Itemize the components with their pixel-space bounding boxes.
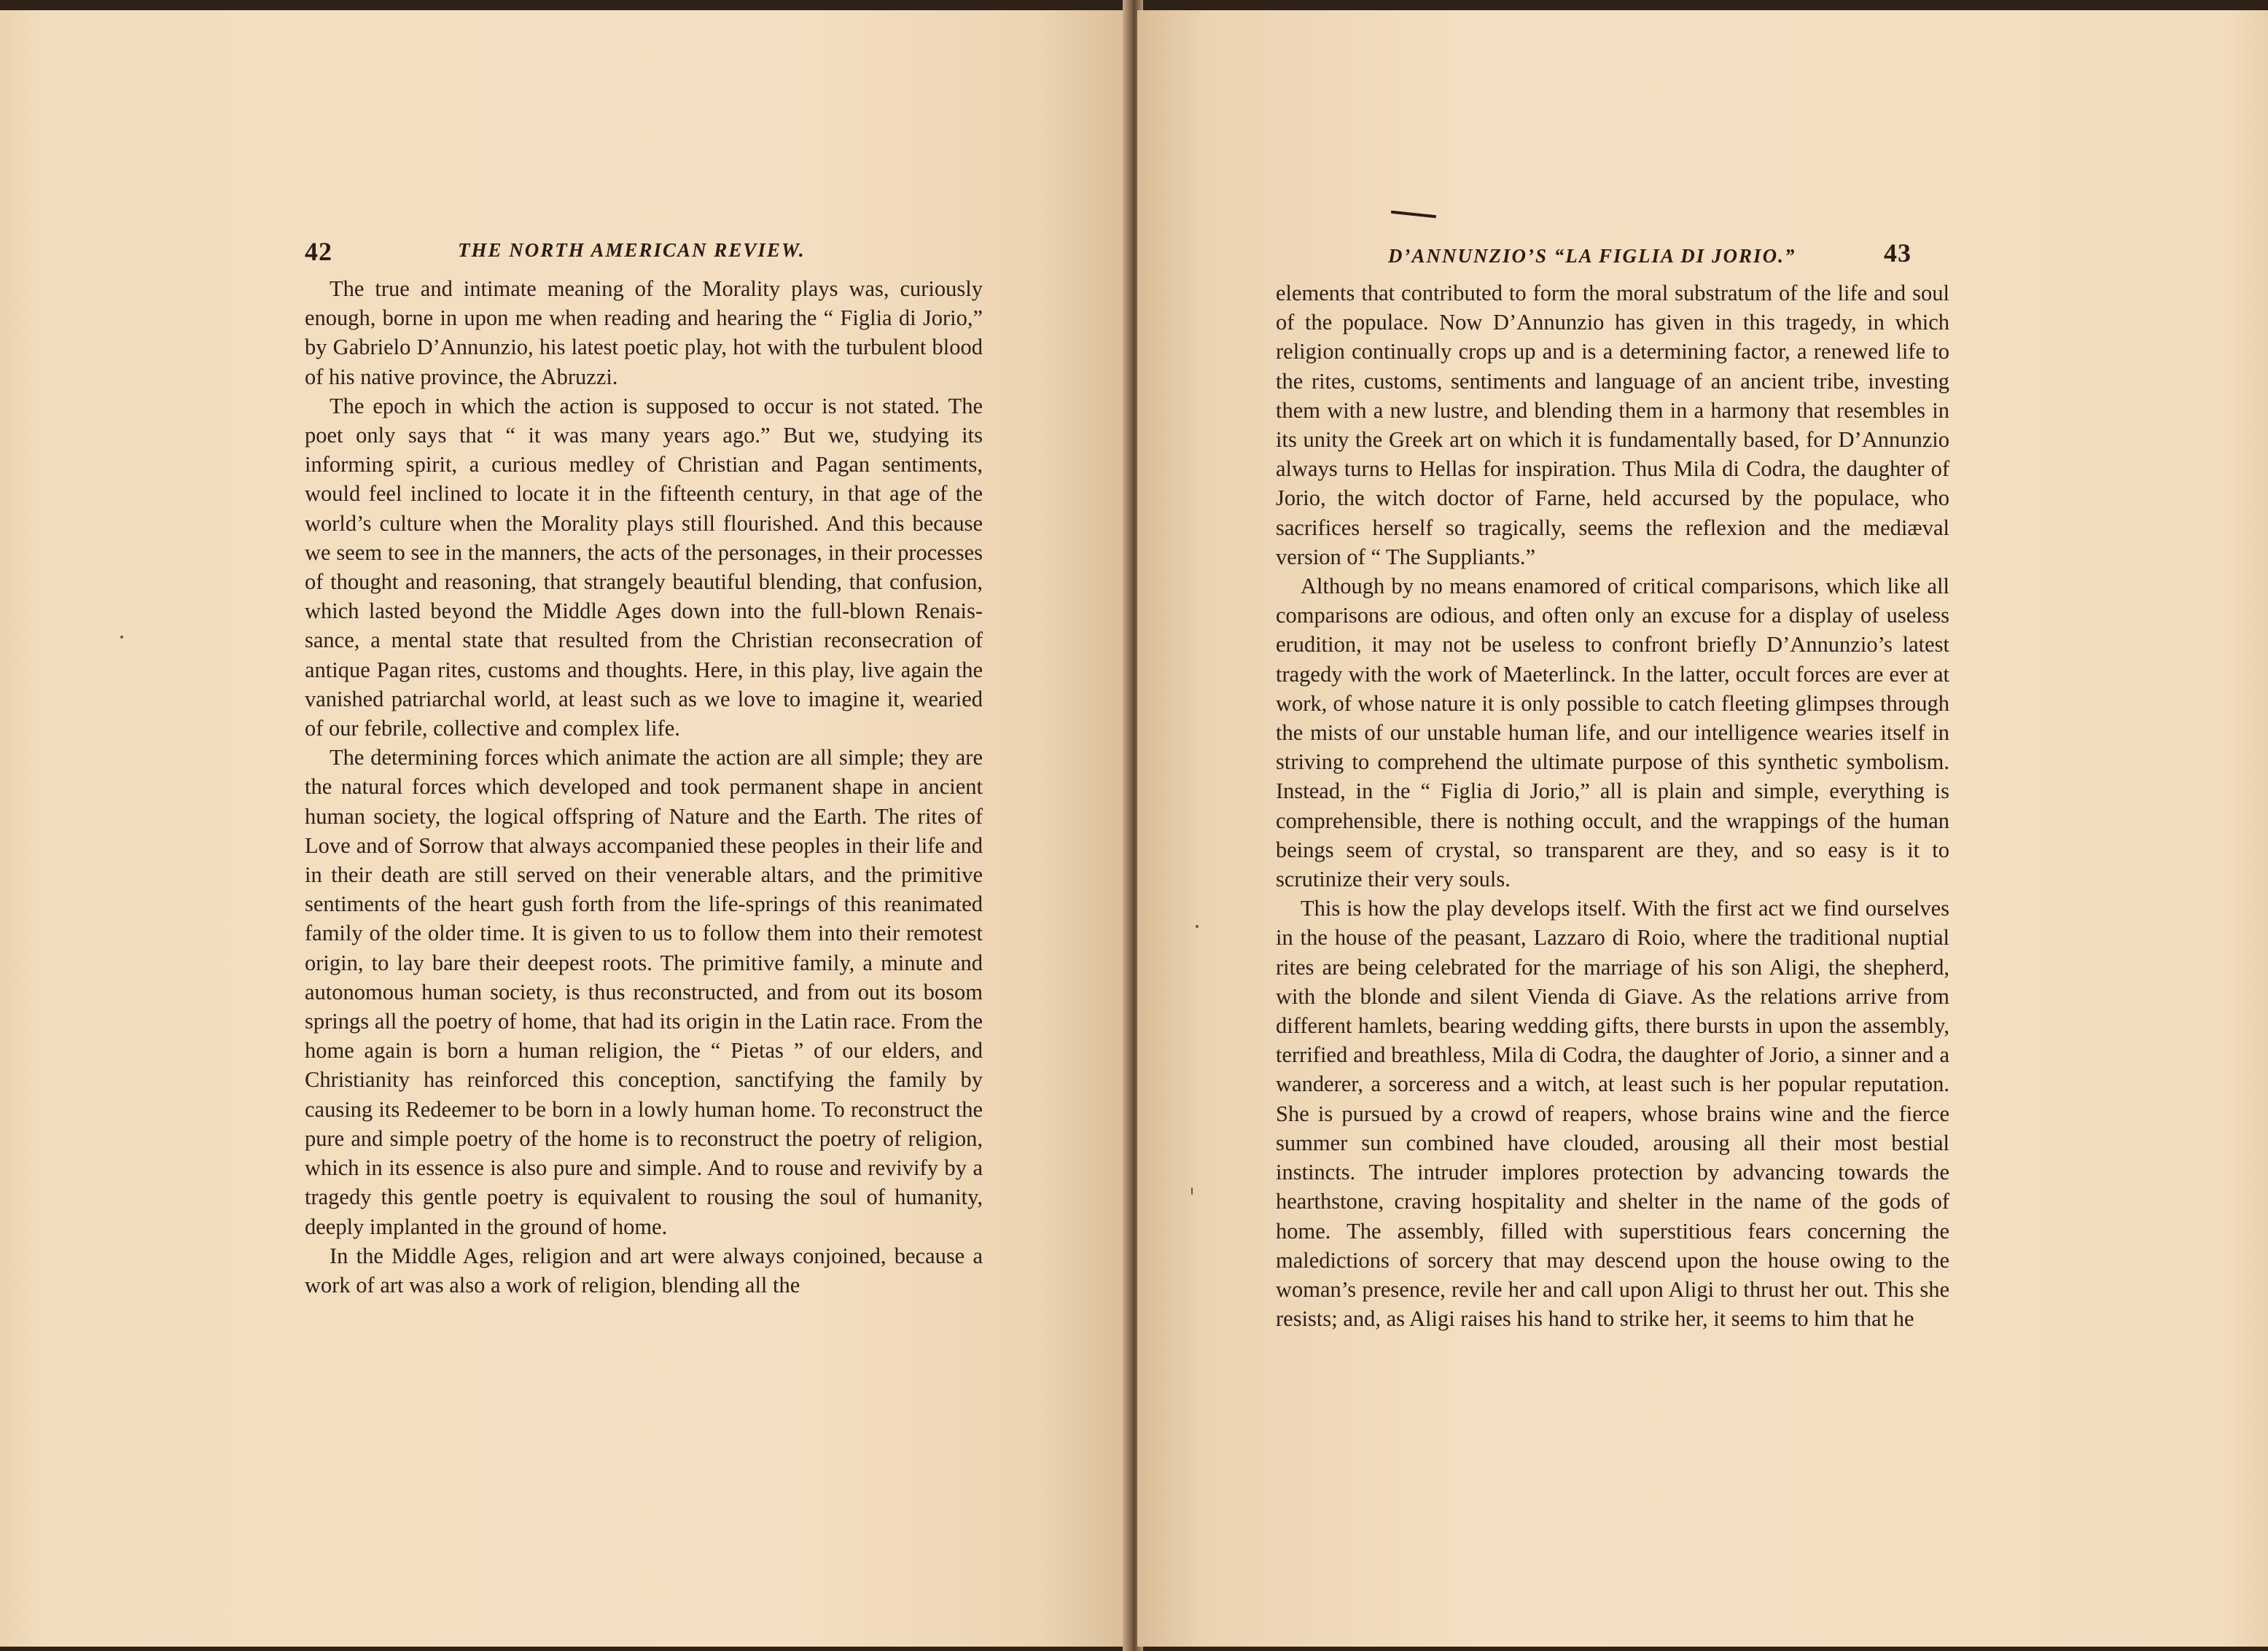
paper-speck bbox=[1191, 1187, 1193, 1195]
left-page-number: 42 bbox=[305, 237, 332, 266]
left-paragraph: The determining forces which animate the action are all simple; they are the natural forces which developed and took permanent shape in ancient human society, the logical offspring of Nature and the Earth. The rites of Love and of Sorrow that always accompanied these peoples in their life and in their death are still served on their venerable altars, and the primitive sentiments of the heart gush forth from the life-springs of this reanimated family of the older time. It is given to us to follow them into their remotest origin, to lay bare their deepest roots. The primitive family, a minute and autonomous human society, is thus reconstructed, and from out its bosom springs all the poetry of home, that had its origin in the Latin race. From the home again is born a human religion, the “ Pietas ” of our elders, and Christianity has reinforced this conception, sanctifying the family by causing its Redeemer to be born in a lowly human home. To reconstruct the pure and simple poetry of the home is to reconstruct the poetry of religion, which in its essence is also pure and simple. And to rouse and revivify by a tragedy this gentle poetry is equivalent to rousing the soul of humanity, deeply implanted in the ground of home. bbox=[305, 745, 983, 1239]
paper-speck bbox=[120, 636, 123, 639]
right-text-column bbox=[1276, 278, 1949, 1333]
right-continuation-paragraph: elements that contributed to form the moral substratum of the life and soul of the populace. Now D’Annunzio has given in this tragedy, in which religion continually crops up and is a determining factor, a renewed life to the rites, customs, sentiments and language of an ancient tribe, investing them with a new lustre, and blending them in a harmony that resembles in its unity the Greek art on which it is fundamentally based, for D’Annunzio always turns to Hellas for inspiration. Thus Mila di Codra, the daughter of Jorio, the witch doctor of Farne, held accursed by the populace, who sacrifices herself so tragically, seems the reflexion and the mediæval version of “ The Suppliants.” bbox=[1276, 281, 1949, 569]
right-paragraph: Although by no means enamored of critical comparisons, which like all comparisons are odious, and often only an excuse for a display of useless erudition, it may not be useless to confront briefly D’Annunzio’s latest tragedy with the work of Maeterlinck. In the latter, occult forces are ever at work, of whose nature it is only possible to catch fleeting glimpses through the mists of our unstable human life, and our intelligence wearies itself in striving to comprehend the ultimate purpose of this synthetic symbolism. Instead, in the “ Figlia di Jorio,” all is plain and simple, everything is comprehensible, there is nothing occult, and the wrappings of the human beings seem of crystal, so transparent are they, and so easy is it to scrutinize their very souls. bbox=[1276, 574, 1949, 892]
left-page bbox=[0, 10, 1129, 1647]
left-paragraph: The true and intimate meaning of the Morality plays was, curiously enough, borne in upon me when reading and hearing the “ Figlia di Jorio,” by Gabrielo D’Annunzio, his latest poetic play, hot with the turbulent blood of his native province, the Abruzzi. bbox=[305, 276, 983, 389]
right-page bbox=[1137, 10, 2268, 1647]
right-running-title: D’ANNUNZIO’S “LA FIGLIA DI JORIO.” bbox=[1388, 245, 1796, 267]
left-paragraph: In the Middle Ages, religion and art were always conjoined, because a work of art was also a work of religion, blending all the bbox=[305, 1243, 983, 1297]
right-page-number: 43 bbox=[1884, 238, 1912, 268]
left-running-title: THE NORTH AMERICAN REVIEW. bbox=[458, 239, 806, 261]
right-paragraph: This is how the play develops itself. With the first act we find ourselves in the house of the peasant, Lazzaro di Roio, where the traditional nuptial rites are being celebrated for the marriage of his son Aligi, the shepherd, with the blonde and silent Vienda di Giave. As the relations arrive from different hamlets, bearing wedding gifts, there bursts in upon the assembly, terrified and breathless, Mila di Codra, the daughter of Jorio, a sinner and a wanderer, a sorceress and a witch, at least such is her popular reputation. She is pursued by a crowd of reapers, whose brains wine and the fierce summer sun combined have clouded, arousing all their most bestial instincts. The intruder implores protection by advancing towards the hearthstone, craving hospitality and shelter in the name of the gods of home. The assembly, filled with superstitious fears concerning the maledictions of sorcery that may descend upon the house owing to the woman’s presence, revile her and call upon Aligi to thrust her out. This she resists; and, as Aligi raises his hand to strike her, it seems to him that he bbox=[1276, 896, 1949, 1332]
paper-speck bbox=[1196, 925, 1199, 928]
left-text-column bbox=[305, 274, 983, 1300]
right-running-head bbox=[1388, 238, 1912, 268]
left-running-head bbox=[305, 236, 806, 267]
left-paragraph: The epoch in which the action is supposed to occur is not stated. The poet only says that “ it was many years ago.” But we, studying its informing spirit, a curious medley of Christian and Pagan sentiments, would feel inclined to locate it in the fifteenth century, in that age of the world’s culture when the Morality plays still flourished. And this because we seem to see in the manners, the acts of the personages, in their processes of thought and reasoning, that strangely beautiful blending, that confusion, which lasted beyond the Middle Ages down into the full-blown Renaissance, a mental state that resulted from the Christian reconsecration of antique Pagan rites, customs and thoughts. Here, in this play, live again the vanished patriarchal world, at least such as we love to imagine it, wearied of our febrile, collective and complex life. bbox=[305, 393, 983, 741]
